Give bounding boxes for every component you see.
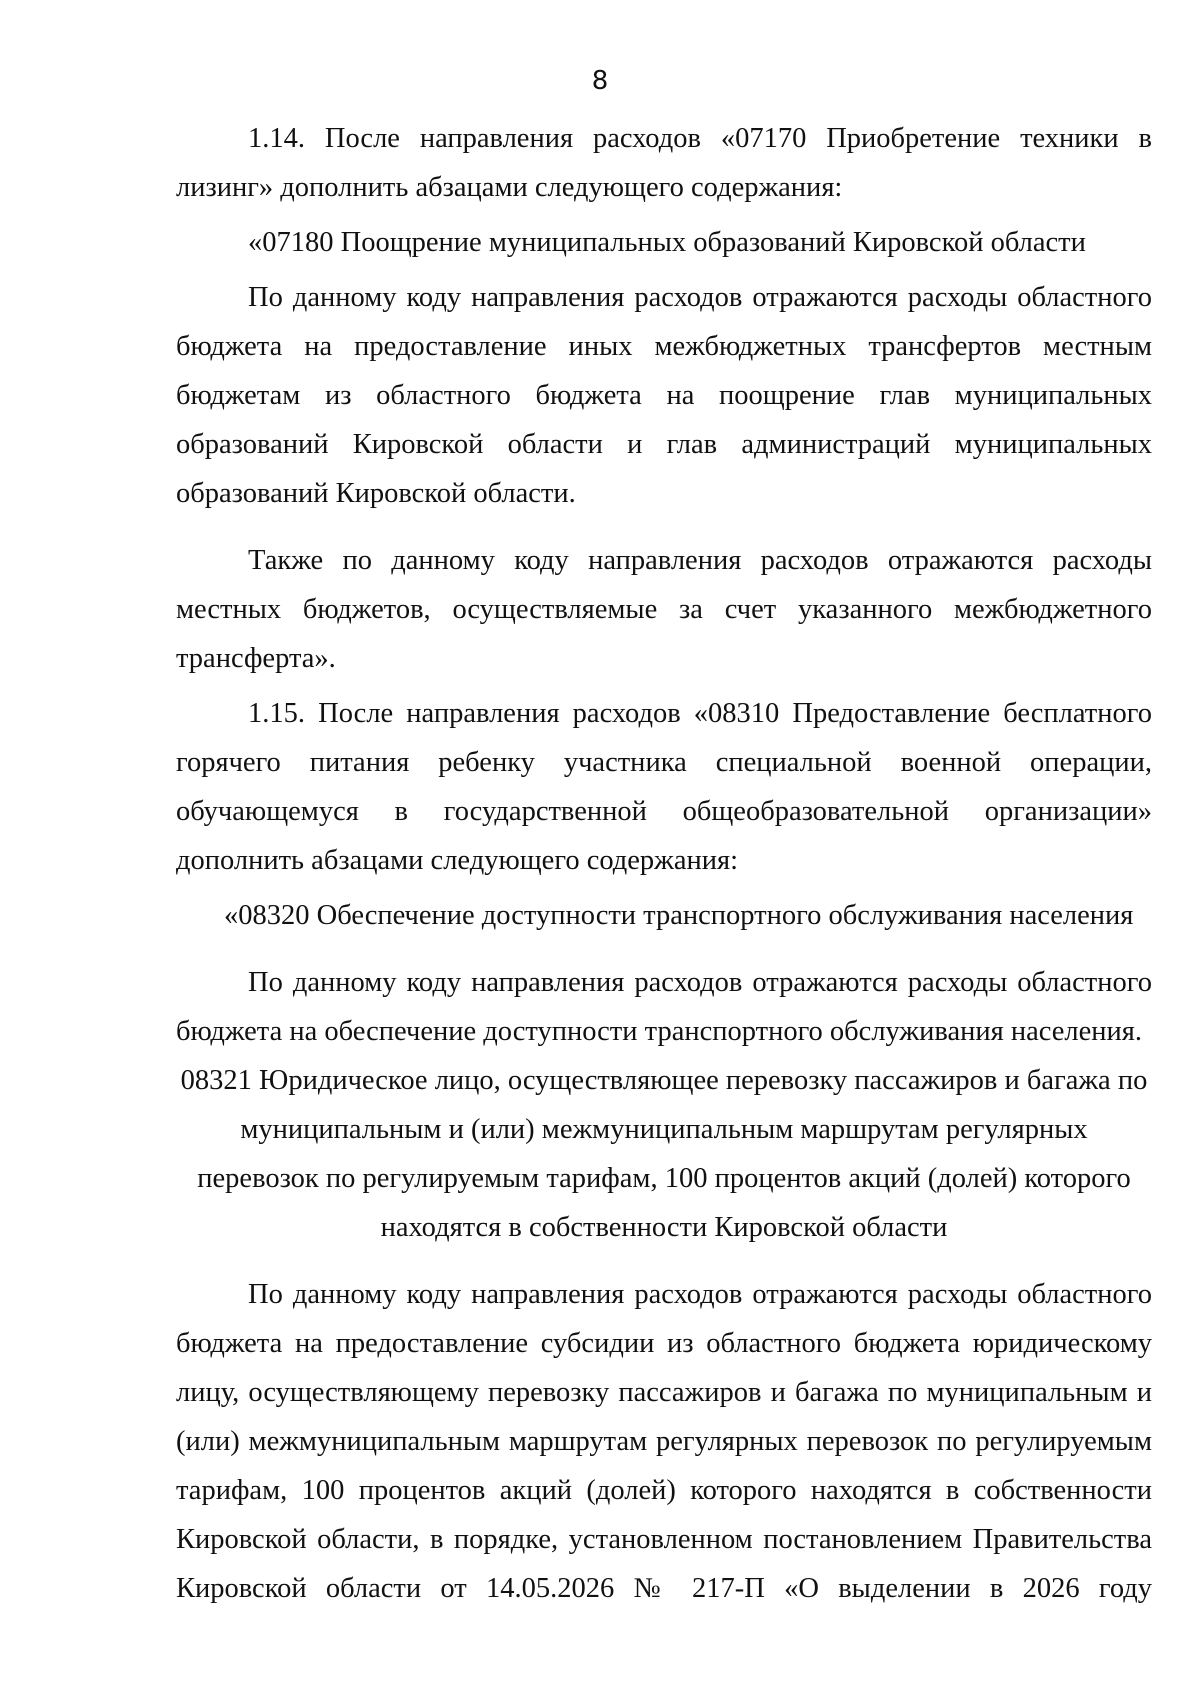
document-body [176, 114, 1152, 1613]
section-1-14-intro: 1.14. После направления расходов «07170 Приобретение техники в лизинг» дополнить абзацами следующего содержания: [176, 123, 1152, 203]
section-1-15-paragraph-2: По данному коду направления расходов отражаются расходы областного бюджета на предоставление субсидии из областного бюджета юридическому лицу, осуществляющему перевозку пассажиров и багажа по муниципальным и (или) межмуниципальным маршрутам регулярных перевозок по регулируемым тарифам, 100 процентов акций (долей) которого находятся в собственности Кировской области, в порядке, установленном постановлением Правительства Кировской области от 14.05.2026 № 217-П «О выделении в 2026 году [176, 1279, 1152, 1604]
section-1-14-heading-07180: «07180 Поощрение муниципальных образований Кировской области [248, 227, 1086, 258]
section-1-15-subheading-08321: 08321 Юридическое лицо, осуществляющее перевозку пассажиров и багажа по муниципальным и (или) межмуниципальным маршрутам регулярных перевозок по регулируемым тарифам, 100 процентов акций (долей) которого находятся в собственности Кировской области [180, 1065, 1148, 1243]
page-number: 8 [591, 66, 609, 96]
section-1-15-heading-08320: «08320 Обеспечение доступности транспортного обслуживания населения [224, 900, 1134, 931]
section-1-14-paragraph-2: Также по данному коду направления расходов отражаются расходы местных бюджетов, осуществляемые за счет указанного межбюджетного трансферта». [176, 545, 1152, 674]
section-1-14-paragraph-1: По данному коду направления расходов отражаются расходы областного бюджета на предоставление иных межбюджетных трансфертов местным бюджетам из областного бюджета на поощрение глав муниципальных образований Кировской области и глав администраций муниципальных образований Кировской области. [176, 282, 1152, 509]
section-1-15-intro: 1.15. После направления расходов «08310 Предоставление бесплатного горячего питания ребенку участника специальной военной операции, обучающемуся в государственной общеобразовательной организации» дополнить абзацами следующего содержания: [176, 698, 1152, 876]
section-1-15-paragraph-1: По данному коду направления расходов отражаются расходы областного бюджета на обеспечение доступности транспортного обслуживания населения. [176, 967, 1152, 1047]
